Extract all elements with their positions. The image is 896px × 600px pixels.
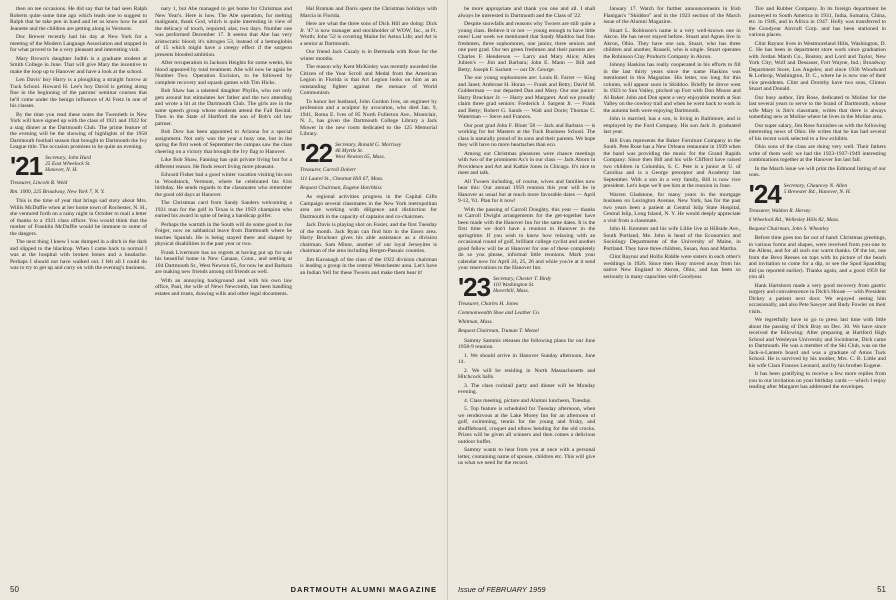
paragraph: Warren Gladstone, for many years in the mortgage business on Lexington Avenue, New York, has for the past two years been a patient at Central Islip State Hospital, Central Islip, Long Island, N. Y. He would deeply appreciate a visit from a classmate. [603,191,741,224]
secretary-address-1: 46 Myrtle St. [335,147,364,154]
left-column-1 [10,6,147,578]
issue-label: Issue of FEBRUARY 1959 [458,585,546,594]
paragraph: John H. Kemmer and his wife Lillie live at Hillside Ave., South Portland, Me. John is head of the Economics and Sociology Departments of the University of Maine, in Portland. They have three children, Susan, Ann and Martha. [603,226,741,252]
secretary: Secretary, Ronald G. Morrisey [335,141,402,148]
paragraph: Frank Livermore has no regrets at having put up for sale his beautiful home in New Canaan, Conn., and settling at 104 Dartmouth St., West Newton 65, for now he and Barbara are making new friends among old friends as well. [155,249,292,275]
paragraph: Our friend Jack Cazaly is in Bermuda with Rose for the winter months. [300,49,437,62]
paragraph: 5. Top feature is scheduled for Tuesday afternoon, when we rendezvous at the Lake Morey Inn for an afternoon of golf, swimming, tennis for the young and frisky, and shuffleboard, croquet and elbow bending for the old crocks. Prizes will be given all winners and then comes a delicious outdoor buffet. [458,406,596,445]
paragraph: Jim Kavanagh of the class of the 1922 division chairman is leading a group in the central Westchester area. Let's have an Indian Yell for these Twoers and make them hear it! [300,256,437,276]
paragraph: With the passing of Carroll Doughty, this year — thanks to Carroll Dwight arrangements for the get-together have been made with the Hanover Inn for the same dates. It is the first time we don't have a reunion in Hanover in the springtime. If you wish to know how relaxing with an occasional round of golf, brilliant college cyclist and another good fellow will be at Hanover for one of these completely do so you please, informal little reunions. Mark your calendar now for April 24, 25, 26 and while you're at it send your reservations to the Hanover Inn. [458,206,596,271]
secretary-address-1: 25 East Wheelock St. [45,160,91,167]
bequest-chairman: Bequest Chairman, Truman T. Metzel [458,328,539,335]
paragraph: Our post grad John F. Blunt '58 — Jack and Barbara — is working for her Masters at the Tuck Business School. The class is naturally proud of its sons and their parents. We hope they will have no more heartaches than eco. [458,122,596,148]
paragraph: The next thing I knew I was dumped in a ditch in the dark and slipped to the blacktop. When I came back to normal I was at the hospital with broken bones and a headache. Perhaps I should not have walked out. I felt all I could do was to try to get up and carry on with the evening's business. [10,239,147,272]
paragraph: Hal Braman and Doris spent the Christmas holidays with Marcia in Florida. [300,6,437,19]
paragraph: All Twoers including, of course, wives and families now hear this: Our annual 1959 reunion this year will be in Hanover as usual but at much more favorable dates — April 9-12, '61. Plan for it now! [458,178,596,204]
treasurer-address: 6 Wheelock Rd., Wellesley Hills 82, Mass. [748,216,840,223]
treasurer-address: 111 Laurel St., Chestnut Hill 67, Mass. [300,175,384,182]
class-year: '24 [748,178,781,209]
paragraph: Bob Shaw has a talented daughter Phyllis, who not only gets around but stimulates her father and the two attending and wrote a hit at the Dartmouth Club. The girls are in the same speech group whose students attend the Fall Recital. Then in the State of Hartford the son of Bob's old law partner. [155,88,292,127]
paragraph: Perhaps the warmth in the South will do some good to Joe Folger, now on sabbatical leave from Dartmouth where he teaches Spanish. He is being stayed there and shaped by physical disabilities in the past year or two. [155,221,292,247]
bequest-chairman: Bequest Chairman, Eugene Hotchkiss [300,185,382,192]
paragraph: Clint Raynor lives in Westmoreland Hills, Washington, D. C. He has been in department store work since graduation with Jordan Marsh Co., Boston; and Lord and Taylor, New York City; Wolf and Dessauer, Fort Wayne, Ind.; Broadway Department Store, Los Angeles; and since 1936 Woodward & Lothrop, Washington, D. C., where he is now one of their vice presidents. Clint and Dorothy have two sons, Clinton Stuart and Donald. [748,40,886,92]
page-number: 51 [877,585,886,594]
paragraph: 4. Class meeting, picture and Alumni luncheon, Tuesday. [464,397,592,404]
paragraph: 2. We will be residing in North Massachusetts and Hitchcock halls. [458,367,596,381]
treasurer: Treasurer, Carroll Doberr [300,166,357,173]
paragraph: The our young sophomores are: Louis B. Farrer — King and Janet; Ambrose H. Horan — Frank and Betty; David M. Gubberman — our departed Dan and Mary. Our one junior: Harry Bruckner Jr. — Harry and Margaret. And we proudly claim three grad seniors: Frederick J. Sargent Jr. — Frank and Betty; Robert G. Sands — Walt and Dorie; Thomas C. Waterman — Steve and Frances. [458,75,596,120]
left-column-2 [155,6,292,578]
paragraph: Our super salary, Jim Rose furnishes us with the following interesting news of Ohio. He writes that he has had several of his recent work selected to a few exhibits. [748,122,886,142]
right-page [448,0,896,600]
right-column-3 [749,6,886,578]
treasurer: Treasurer, Charles H. Jones [458,300,519,307]
paragraph: Doc Brewer recently had his day at New York for a meeting of the Modern Language Association and stopped in for what proved to be a very pleasant and interesting visit. [10,34,147,53]
secretary-address-2: Hanover, N. H. [45,167,78,174]
right-column-1 [458,6,595,578]
bequest-chairman: Bequest Chairman, John S. Wheatley [748,226,829,233]
paragraph: John is married, has a son, is living in Baltimore, and is employed by the Ford Company. His son Jack Jr. graduated last year. [603,116,741,135]
paragraph: Our busy author, Jim Rose, dedicated to Moline for the last several years to serve to the brand of Dartmouth, whose wife Mary is Jim's classmate, writes that there is always something new at Moline where he lives in the Moline area. [748,94,886,120]
secretary: Secretary, Chauncey N. Allen [783,182,848,189]
secretary: Secretary, John Hurd [45,154,91,161]
right-page-footer [458,585,886,594]
paragraph: Despite snowfalls and reasons why Twoers are still quite a young class. Believe it or not — young enough to have little ones! Last week we mentioned that Sandy Maddox had four freshmen, three sophomores, one junior, three seniors and one post grad. Our ten green freshmen and their parents are: Charles F. Henderson — Larry and Mary Alice; Allen Jubien's — Jim and Barbara; John E. Mann — Bill and Betty; Joseph F. Sackett — our Dr. George. [458,21,596,73]
paragraph: Jack Davis is playing shot on Foster, and the first Tuesday of the month. Jack Ryan can find him in the Essex area. Harry Bruckner gives his able assistance as a division chairman. Sam Minor, another of our loyal Jerseyites is chairman of the area including Bergen-Passaic counties. [300,222,437,255]
paragraph: By the time you read these notes the Twentieth in New York will have signed up with the class of 1921 and 1922 for a stag dinner at the Dartmouth Club. The prime feature of the evening will be the showing of highlights of the 1958 Dartmouth football season that brought to Dartmouth the Ivy League title. The occasion promises to be quite an evening. [10,111,147,150]
paragraph: To honor her husband, John Gordon Ives, an engineer by profession and a sculptor by avocation, who died Jan. 9, 1941, Roma E. Ives of 85 North Fullerton Ave., Montclair, N. J., has given the Dartmouth College Library a Jack Mower in the new room dedicated to the 125 Memorial Library. [300,98,437,137]
paragraph: Len Davis' boy Harry is a ploughing a straight furrow at Tuck School. Howard H. Lee's boy David is getting along fine in the beginning of the patrons' seminar courses that he'll come under the benign influence of Al Fretz in one of his classes. [10,77,147,109]
class-officers [45,155,91,174]
treasurer: Treasurer, Lincoln R. Weld [10,179,68,186]
class-year: '22 [300,137,333,168]
paragraph: With an annoying background and with his own law office, Paul, the wife of Newt Newcomb, has been handling estates and trusts, drawing wills and other legal documents. [155,277,292,297]
paragraph: This is the time of year that brings sad story about Mrs. Willis McDuffie when at her home town of Rochester, N. H., she ventured forth on a rainy night in October to mail a letter of thanks to a 1921 class officer. You would think that the mother of Franklin McDuffie would be immune to some of the dangers. [10,198,147,237]
class-heading-1921 [10,150,147,181]
left-page-footer [10,585,437,594]
paragraph: then on tee occasions. He did say that he had seen Ralph Roberts quite some time ago which leads one to suggest to Ralph that he take pen in hand and let us know how he and Jeanette and the children are getting along in Vermont. [10,6,147,32]
secretary-address-1: 110 Washington St. [493,281,535,288]
secretary: Secretary, Chester T. Birdy [493,275,552,282]
class-heading-1923 [458,271,595,302]
secretary-address-1: 5 Brewster Rd., Hanover, N. H. [783,188,851,195]
class-officers [493,276,551,295]
paragraph: Johnny Haskins has really cooperated in his efforts to fill in the last thirty years since the name Haskins was mentioned in this Magazine. His letter, too long for this column, will appear soon in Skiddoo. Briefly he drove west in 1923 to Sun Valley, pitched up Fort with Don Moore and Al Baker. John and Don spent a very enjoyable month at Sun Valley on the cowboy trail and when he went back to work in the autumn both were enjoying Dartmouth. [603,62,741,114]
class-officers [784,183,851,196]
class-officers [335,142,401,161]
paragraph: Stuart L. Robinson's name is a very well-known one in Akron. He has never stayed before. Stuart and Agnes live in Akron, Ohio. They have one son, Stuart, who has three children and another, Russell, who is single. Stuart operates the Robinson Clay Products Company in Akron. [603,27,741,60]
paragraph: be more appropriate and thank you one and all. I shall always be interested in Dartmouth and the Class of '22. [458,6,596,19]
paragraph: Mary Brown's daughter Judith is a graduate student at Smith College in June. That will give Mary the incentive to make the loop up to Hanover and have a look at the school. [10,55,147,75]
paragraph: After recuperation in Jackson Heights for some weeks, his blood appeared by total treatment. Abe will now be again be Number Two. Operation Excision, to be followed by complete recovery and squash games with Tim Hicks. [155,60,292,86]
paragraph: Sammy Sammis releases the following plans for our June 1958-9 reunion. [458,337,596,351]
paragraph: Ohio sons of the class are doing very well. Their fathers write of them well: we had the 1923-1937-1949 interesting combinations together at the Hanover Inn last fall. [748,144,886,163]
paragraph: 3. The class cocktail party and dinner will be Monday evening. [458,382,596,396]
paragraph: The reason why Kent McKinley was recently awarded the Citizen of the Year Scroll and Medal from the American Legion in Florida is that Art Legion looks on him as an outstanding fighter against the menace of World Communism. [300,64,437,96]
paragraph: Hank Hartshorn made a very good recovery from gastric surgery and convalescence in Dick's House — with President Dickey a patient next door. We enjoyed seeing him occasionally, and also Pete Sawyer and Rudy Fowler on their visits. [748,282,886,315]
paragraph: nary 1, but Abe managed to get home for Christmas and New Year's. Here is how. The Abe operation, for melting malignant, thank God, which is quite interesting in view of the delicacy of touch, required, alas, two days. Number one was performed December 17. It seems that Abe has very aristocratic blood; it's nitrogen 53, instead of a hemoglobin of 15 which might have a creepy effect if the surgeon presents blooded ambition. [155,6,292,58]
paragraph: 1. We should arrive in Hanover Sunday afternoon, June 14. [458,352,596,366]
left-page-columns [10,6,437,578]
paragraph: It has been gratifying to receive a few more replies from you to our invitation on your birthday cards — which I enjoy reading after Margaret has addressed the envelopes. [748,371,886,391]
paragraph: Edward Fisher had a good winter vacation visiting his son in Woodstock, Vermont, where he celebrated his 61st birthday. He sends regards to the classmates who remember the good old days at Hanover. [155,172,292,198]
paragraph: We regretfully have to go to press last time with little about the passing of Dick Bray on Dec. 30. We have since received the following: After preparing at Hartford High School and Wesleyan University and Swinburne, Dick came to Dartmouth. He was a member of the Ski Club, was on the Jack-o-Lantern board and was a graduate of Amos Tuck School. He is survived by his mother, Mrs. C. B. Little and his wife Clara Frances Leonard, and by his brother Eugene. [748,317,886,369]
paragraph: In the March issue we will print the Edmond listing of our sons. [748,165,886,178]
secretary-address-2: West Newton 65, Mass. [335,154,386,161]
class-year: '21 [10,150,43,181]
treasurer-address: Rm. 1000, 225 Broadway, New York 7, N. Y. [10,188,105,195]
paragraph: Bill Evan represents the Baker Furniture Company in the South. Pete Rose has a New Orleans restaurant in 1939 when the band was providing the music for the Grand Rapids Company. Since then Bill and his wife Clifford have raised two children in Columbia, S. C. Pete is a junior at U. of Carolina and is a George preceptor and Academy last September. With a son in a very family, Bill is now vice president. Let's hope we'll see him at the reunion in June. [603,137,741,189]
treasurer-address-2: Whitman, Mass. [458,319,493,326]
paragraph: The Christmas card from Sandy Sanders welcoming a 1921 man for the golf in Texas is the 1959 champion who earned his award in spite of being a handicap golfer. [155,200,292,219]
page-number: 50 [10,585,19,594]
secretary-address-2: Haverhill, Mass. [493,288,530,295]
class-heading-1924 [748,178,886,209]
magazine-title: DARTMOUTH ALUMNI MAGAZINE [290,585,437,594]
paragraph: Among our Christmas pleasures were chance meetings with two of the prominent Ax's in our class — Jack Aborn in Providence and Art and Kathie Jones in Chicago. It's nice to meet and talk. [458,150,596,176]
left-column-3 [300,6,437,578]
right-column-2 [603,6,740,578]
paragraph: As regional activities progress in the Capital Gifts Campaign several classmates in the New York metropolitan area are working with diligence and distinction for Dartmouth in the capacity of captains and co-chairmen. [300,194,437,220]
treasurer: Treasurer, Waldon R. Hersey [748,207,811,214]
class-year: '23 [458,271,491,302]
class-heading-1922 [300,137,437,168]
right-page-columns [458,6,886,578]
paragraph: Clint Raynor and Hollis Riddle were sisters in each other's weddings in 1926. Since then Hosy moved away from his native New England to Akron, Ohio, and has been so seriously in many capacities with Goodyear. [603,254,741,280]
paragraph: January 17. Watch for further announcements in Irish Flanigan's "Skiddoo" and in the 1923 section of the March issue of the Alumni Magazine. [603,6,741,25]
paragraph: Like Bob Shaw, Fanning has quit private living but for a different reason. He finds resort living more pleasant. [155,157,292,170]
paragraph: Tire and Rubber Company. In its foreign department he journeyed to South America in 1931, India, Sumatra, China, etc. in 1946, and in Africa in 1947. Holly was transferred to the Goodyear Aircraft Corp. and has been stationed in various places. [748,6,886,38]
treasurer-address-1: Commonwealth Shoe and Leather Co. [458,309,541,316]
paragraph: Here are what the three sons of Dick Hill are doing: Dick Jr. '47 is now manager and stockholder of WOW, Inc., at Ft. Worth; John '52 is covering Maine for Aetna Life; and Art is a senior at Dartmouth. [300,21,437,47]
paragraph: Bob Dow has been appointed to Arizona for a special assignment. Not only was the year a busy one, but in the spring the first week of September the campus saw the class cheering on a victory that brought the Ivy flag to Hanover. [155,129,292,155]
paragraph: Before time goes too far out of hand: Christmas greetings, in various forms and shapes, were received from you-one to the Allens, and for all such our warm thanks. Of the lot, one from the Bevo Reeses on tops with its picture of the beach and invitation to come for a dip, or see the Spud Spaulding did (as reported earlier). Thanks again, and a good 1959 for you all. [748,235,886,281]
paragraph: Sammy wants to hear from you at once with a personal letter, containing name of spouse, children etc. This will give us what we need for the record. [458,447,596,467]
